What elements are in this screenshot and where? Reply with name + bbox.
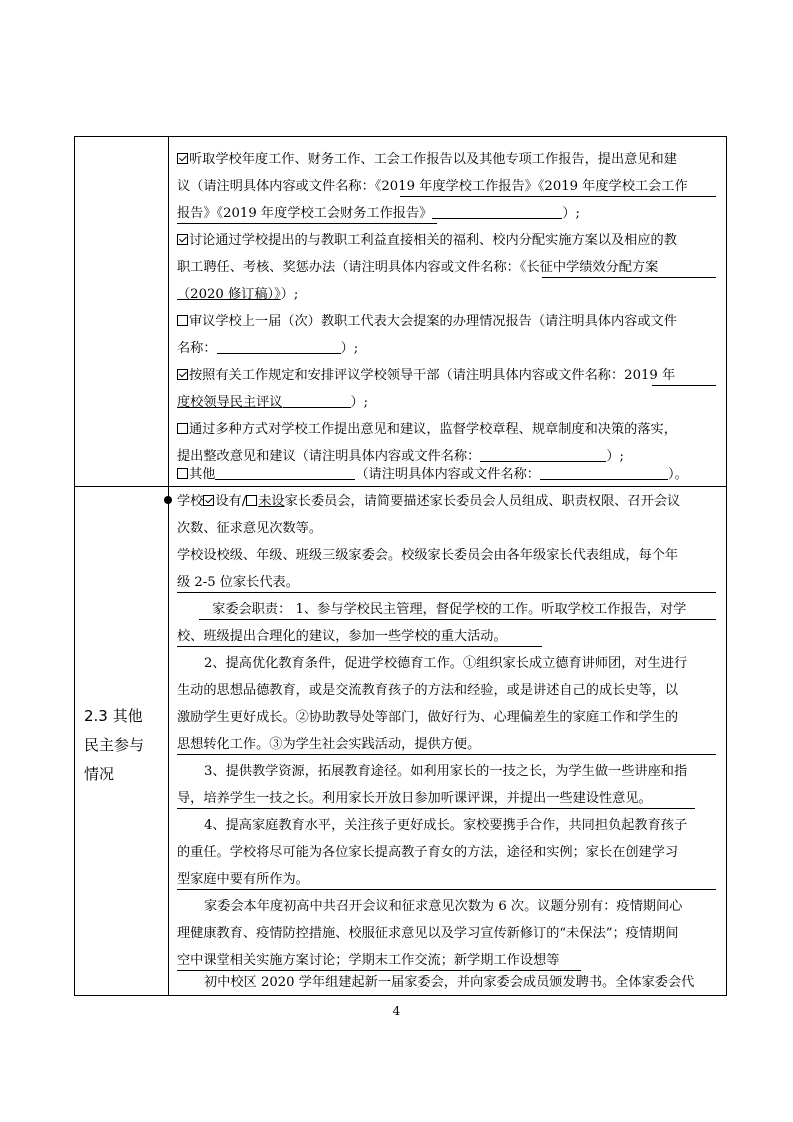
table-border-right: [726, 136, 727, 996]
checkbox-checked-icon[interactable]: [177, 153, 188, 164]
item-text-cont: [177, 178, 688, 196]
item-text-cont: [177, 394, 368, 412]
item-text-cont: [177, 259, 658, 277]
committee-line: 3、提供教学资源，拓展教育途径。如利用家长的一技之长，为学生做一些讲座和指: [204, 764, 688, 779]
row-label-line: 2.3 其他: [84, 707, 143, 725]
committee-line: 4、提高家庭教育水平，关注孩子更好成长。家校要携手合作，共同担负起教育孩子: [204, 818, 688, 833]
item-suggestions: [177, 421, 677, 439]
item-text: 度校领导民主评议: [177, 395, 283, 410]
answer-underline: [177, 754, 716, 755]
item-text: ）;: [280, 287, 299, 302]
table-divider: [168, 136, 169, 996]
page-number: 4: [392, 1004, 401, 1018]
item-text: 按照有关工作规定和安排评议学校领导干部（请注明具体内容或文件名称：2019 年: [189, 368, 676, 383]
item-evaluate-leaders: [177, 367, 675, 385]
answer-underline: [177, 889, 716, 890]
item-text: 家长委员会，请简要描述家长委员会人员组成、职责权限、召开会议: [284, 494, 681, 509]
checkbox-empty-icon[interactable]: [246, 495, 257, 506]
table-border-left: [74, 136, 75, 996]
fill-underline: [652, 385, 716, 386]
answer-underline: [177, 970, 581, 971]
item-review-proposals: [177, 313, 677, 331]
item-text: 听取学校年度工作、财务工作、工会工作报告以及其他专项工作报告，提出意见和建: [189, 152, 677, 167]
option-not: 未设: [258, 494, 285, 509]
committee-line: 生动的思想品德教育，或是交流教育孩子的方法和经验，或是讲述自己的成长史等，以: [177, 683, 679, 698]
fill-blank: [217, 341, 341, 354]
item-other: [177, 466, 688, 484]
item-text: 议（请注明具体内容或文件名称：《2019 年度学校工作报告》《2019 年度学校工会工作: [177, 179, 688, 194]
checkbox-checked-icon[interactable]: [177, 369, 188, 380]
item-text: 学校: [177, 494, 204, 509]
item-text: ）;: [606, 449, 624, 464]
item-text: ）;: [350, 395, 369, 410]
committee-line: 家委会职责： 1、参与学校民主管理，督促学校的工作。听取学校工作报告，对学: [199, 602, 687, 617]
fill-blank: [540, 467, 668, 480]
item-text: 通过多种方式对学校工作提出意见和建议，监督学校章程、规章制度和决策的落实，: [189, 422, 677, 437]
answer-underline: [177, 808, 695, 809]
item-text-cont: [177, 340, 358, 358]
committee-line: 激励学生更好成长。②协助教导处等部门，做好行为、心理偏差生的家庭工作和学生的: [177, 710, 679, 725]
item-text: 讨论通过学校提出的与教职工利益直接相关的福利、校内分配实施方案以及相应的教: [189, 233, 677, 248]
item-text: ）;: [340, 341, 359, 356]
item-text: 职工聘任、考核、奖惩办法（请注明具体内容或文件名称：《长征中学绩效分配方案: [177, 260, 659, 275]
committee-line: 导，培养学生一技之长。利用家长开放日参加听课评课，并提出一些建设性意见。: [177, 791, 652, 806]
committee-line: 型家庭中要有所作为。: [177, 872, 309, 887]
committee-line: 思想转化工作。③为学生社会实践活动，提供方便。: [177, 737, 481, 752]
fill-underline: [542, 277, 716, 278]
item-text-cont: [177, 448, 624, 466]
committee-line: 2、提高优化教育条件，促进学校德育工作。①组织家长成立德育讲师团，对生进行: [204, 656, 688, 671]
table-border-top: [74, 136, 727, 137]
row-separator: [74, 486, 727, 487]
item-text: 名称：: [177, 341, 217, 356]
answer-underline: [177, 592, 716, 593]
item-hear-reports: [177, 151, 677, 169]
checkbox-empty-icon[interactable]: [177, 315, 188, 326]
bullet-icon: [164, 496, 172, 504]
committee-intro: [164, 493, 680, 511]
committee-line: 级 2-5 位家长代表。: [177, 575, 299, 590]
committee-line: 初中校区 2020 学年组建起新一届家委会，并向家委会成员颁发聘书。全体家委会代: [204, 975, 695, 990]
fill-underline: [177, 223, 437, 224]
answer-underline: [199, 619, 716, 620]
row-label-line: 民主参与: [84, 736, 145, 754]
committee-line: 的重任。学校将尽可能为各位家长提高教子育女的方法，途径和实例；家长在创建学习: [177, 845, 679, 860]
committee-line: 家委会本年度初高中共召开会议和征求意见次数为 6 次。议题分别有：疫情期间心: [204, 899, 683, 914]
table-border-bottom: [74, 995, 727, 996]
answer-underline: [177, 646, 542, 647]
checkbox-checked-icon[interactable]: [177, 234, 188, 245]
fill-blank: [432, 206, 562, 219]
item-text: ）;: [562, 206, 580, 221]
option-has: 设有: [215, 494, 242, 509]
fill-blank: [215, 467, 355, 480]
fill-underline: [400, 196, 716, 197]
item-text-cont: [177, 205, 580, 223]
checkbox-empty-icon[interactable]: [177, 468, 188, 479]
committee-intro-cont: 次数、征求意见次数等。: [177, 521, 323, 536]
item-welfare-plans: [177, 232, 677, 250]
item-text: 审议学校上一届（次）教职工代表大会提案的办理情况报告（请注明具体内容或文件: [189, 314, 677, 329]
item-text-cont: [177, 286, 298, 304]
row-label-line: 情况: [84, 765, 115, 783]
item-text: （请注明具体内容或文件名称：: [355, 467, 540, 482]
item-text: /: [241, 494, 247, 509]
item-text: 报告》《2019 年度学校工会财务工作报告》: [177, 206, 433, 221]
fill-blank: [480, 449, 606, 462]
committee-line: 校、班级提出合理化的建议，参加一些学校的重大活动。: [177, 629, 507, 644]
item-text: （2020 修订稿）》: [177, 287, 281, 302]
checkbox-checked-icon[interactable]: [203, 495, 214, 506]
committee-line: 学校设校级、年级、班级三级家委会。校级家长委员会由各年级家长代表组成，每个年: [177, 548, 679, 563]
item-text: ）。: [668, 467, 688, 482]
checkbox-empty-icon[interactable]: [177, 423, 188, 434]
fill-blank: [283, 395, 351, 408]
committee-line: 理健康教育、疫情防控措施、校服征求意见以及学习宣传新修订的“未保法”；疫情期间: [177, 926, 679, 941]
item-text: 提出整改意见和建议（请注明具体内容或文件名称：: [177, 449, 481, 464]
committee-line: 空中课堂相关实施方案讨论；学期末工作交流；新学期工作设想等: [177, 953, 560, 968]
item-text: 其他: [189, 467, 216, 482]
